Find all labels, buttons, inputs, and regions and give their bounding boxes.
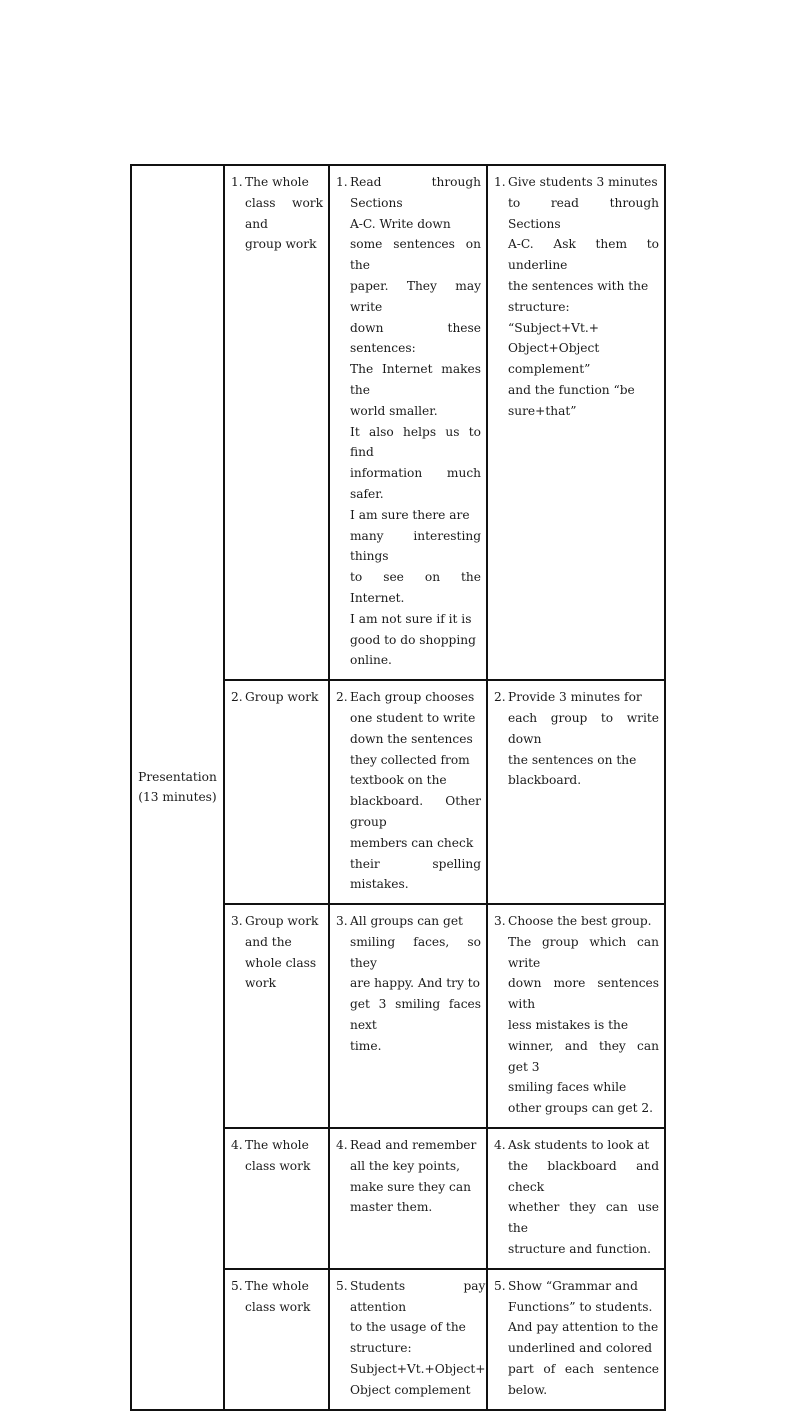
text-line: smiling faces while	[508, 1080, 627, 1095]
item-number: 5.	[494, 1278, 506, 1293]
text-line: down these sentences:	[350, 320, 481, 356]
text-line: I am not sure if it is	[350, 611, 472, 626]
text-line: I am sure there are	[350, 507, 470, 522]
text-line: A-C. Ask them to underline	[508, 237, 659, 273]
students-activity-cell	[329, 904, 487, 1128]
text-line: Students pay attention	[350, 1278, 486, 1314]
item-number: 4.	[336, 1138, 348, 1153]
text-line: all the key points,	[350, 1158, 461, 1173]
item-number: 1.	[231, 175, 243, 189]
text-line: down more sentences with	[508, 976, 659, 1012]
text-line: good to do shopping	[350, 632, 476, 647]
text-line: Ask students to look at	[508, 1138, 650, 1153]
text-line: online.	[350, 653, 392, 668]
text-line: Read through Sections	[350, 175, 481, 210]
text-line: All groups can get	[350, 914, 463, 929]
text-line: one student to write	[350, 710, 476, 725]
text-line: The Internet makes the	[350, 362, 481, 397]
students-activity-cell	[329, 1128, 487, 1269]
mode-cell	[224, 680, 329, 904]
text-line: paper. They may write	[350, 278, 481, 314]
text-line: to see on the Internet.	[350, 570, 481, 605]
item-number: 2.	[494, 690, 506, 705]
text-line: Choose the best group.	[508, 914, 652, 929]
item-number: 3.	[494, 914, 506, 929]
text-line: are happy. And try to	[350, 976, 480, 991]
teacher-activity-cell	[487, 165, 665, 680]
text-line: The group which can write	[508, 934, 659, 970]
text-line: they collected from	[350, 752, 470, 767]
students-activity-cell	[329, 1269, 487, 1410]
text-line: and the	[245, 934, 292, 949]
text-line: other groups can get 2.	[508, 1101, 653, 1116]
item-number: 2.	[231, 690, 243, 705]
text-line: get 3 smiling faces next	[350, 997, 481, 1033]
text-line: Subject+Vt.+Object+	[350, 1362, 486, 1377]
text-line: The whole	[245, 1138, 309, 1153]
text-line: Show “Grammar and	[508, 1278, 638, 1293]
item-number: 1.	[494, 175, 506, 189]
text-line: make sure they can	[350, 1179, 471, 1194]
text-line: many interesting things	[350, 528, 481, 564]
text-line: Each group chooses	[350, 690, 475, 705]
students-activity-cell	[329, 165, 487, 680]
text-line: work	[245, 976, 276, 991]
text-line: structure: “Subject+Vt.+	[508, 299, 599, 335]
text-line: whole class	[245, 955, 317, 970]
text-line: Read and remember	[350, 1138, 477, 1153]
item-number: 1.	[336, 175, 348, 189]
text-line: structure:	[350, 1341, 412, 1356]
text-line: Functions” to students.	[508, 1299, 653, 1314]
text-line: down the sentences	[350, 731, 473, 746]
stage-duration: (13 minutes)	[138, 790, 217, 805]
stage-cell	[131, 165, 224, 1410]
text-line: and the function “be	[508, 382, 635, 397]
text-line: time.	[350, 1038, 382, 1053]
teacher-activity-cell	[487, 904, 665, 1128]
item-number: 5.	[336, 1278, 348, 1293]
mode-cell	[224, 1269, 329, 1410]
text-line: world smaller.	[350, 403, 438, 418]
item-number: 4.	[494, 1138, 506, 1153]
text-line: The whole	[245, 175, 309, 189]
text-line: the sentences on the	[508, 752, 637, 767]
table-row	[131, 165, 665, 680]
teacher-activity-cell	[487, 1128, 665, 1269]
text-line: And pay attention to the	[508, 1320, 659, 1335]
text-line: information much safer.	[350, 466, 481, 501]
text-line: It also helps us to find	[350, 424, 481, 460]
text-line: Group work	[245, 690, 319, 705]
text-line: some sentences on the	[350, 237, 481, 273]
text-line: underlined and colored	[508, 1341, 653, 1356]
text-line: the sentences with the	[508, 278, 649, 293]
stage-name: Presentation	[138, 769, 217, 784]
lesson-plan-table	[130, 164, 666, 1411]
text-line: their spelling mistakes.	[350, 856, 481, 892]
item-number: 3.	[231, 914, 243, 929]
teacher-activity-cell	[487, 1269, 665, 1410]
text-line: to read through Sections	[508, 195, 659, 231]
text-line: blackboard. Other group	[350, 794, 481, 829]
text-line: Object complement	[350, 1382, 471, 1397]
text-line: the blackboard and check	[508, 1158, 659, 1194]
text-line: class work	[245, 1299, 311, 1314]
item-number: 3.	[336, 914, 348, 929]
text-line: winner, and they can get 3	[508, 1038, 659, 1074]
text-line: master them.	[350, 1200, 433, 1215]
text-line: less mistakes is the	[508, 1018, 629, 1033]
text-line: blackboard.	[508, 773, 582, 788]
text-line: members can check	[350, 835, 474, 850]
text-line: class work	[245, 1158, 311, 1173]
text-line: each group to write down	[508, 710, 659, 746]
text-line: structure and function.	[508, 1242, 651, 1257]
mode-cell	[224, 1128, 329, 1269]
mode-cell	[224, 904, 329, 1128]
text-line: Provide 3 minutes for	[508, 690, 642, 705]
students-activity-cell	[329, 680, 487, 904]
item-number: 5.	[231, 1278, 243, 1293]
text-line: The whole	[245, 1278, 309, 1293]
text-line: part of each sentence below.	[508, 1362, 659, 1397]
text-line: class work and	[245, 195, 323, 231]
text-line: A-C. Write down	[350, 216, 451, 231]
text-line: smiling faces, so they	[350, 934, 481, 970]
text-line: Object+Object complement”	[508, 341, 600, 377]
text-line: to the usage of the	[350, 1320, 466, 1335]
item-number: 4.	[231, 1138, 243, 1153]
item-number: 2.	[336, 690, 348, 705]
teacher-activity-cell	[487, 680, 665, 904]
mode-cell	[224, 165, 329, 680]
text-line: Group work	[245, 914, 319, 929]
text-line: textbook on the	[350, 773, 447, 788]
text-line: group work	[245, 237, 317, 252]
text-line: sure+that”	[508, 403, 577, 418]
text-line: Give students 3 minutes	[508, 175, 658, 189]
text-line: whether they can use the	[508, 1200, 659, 1236]
